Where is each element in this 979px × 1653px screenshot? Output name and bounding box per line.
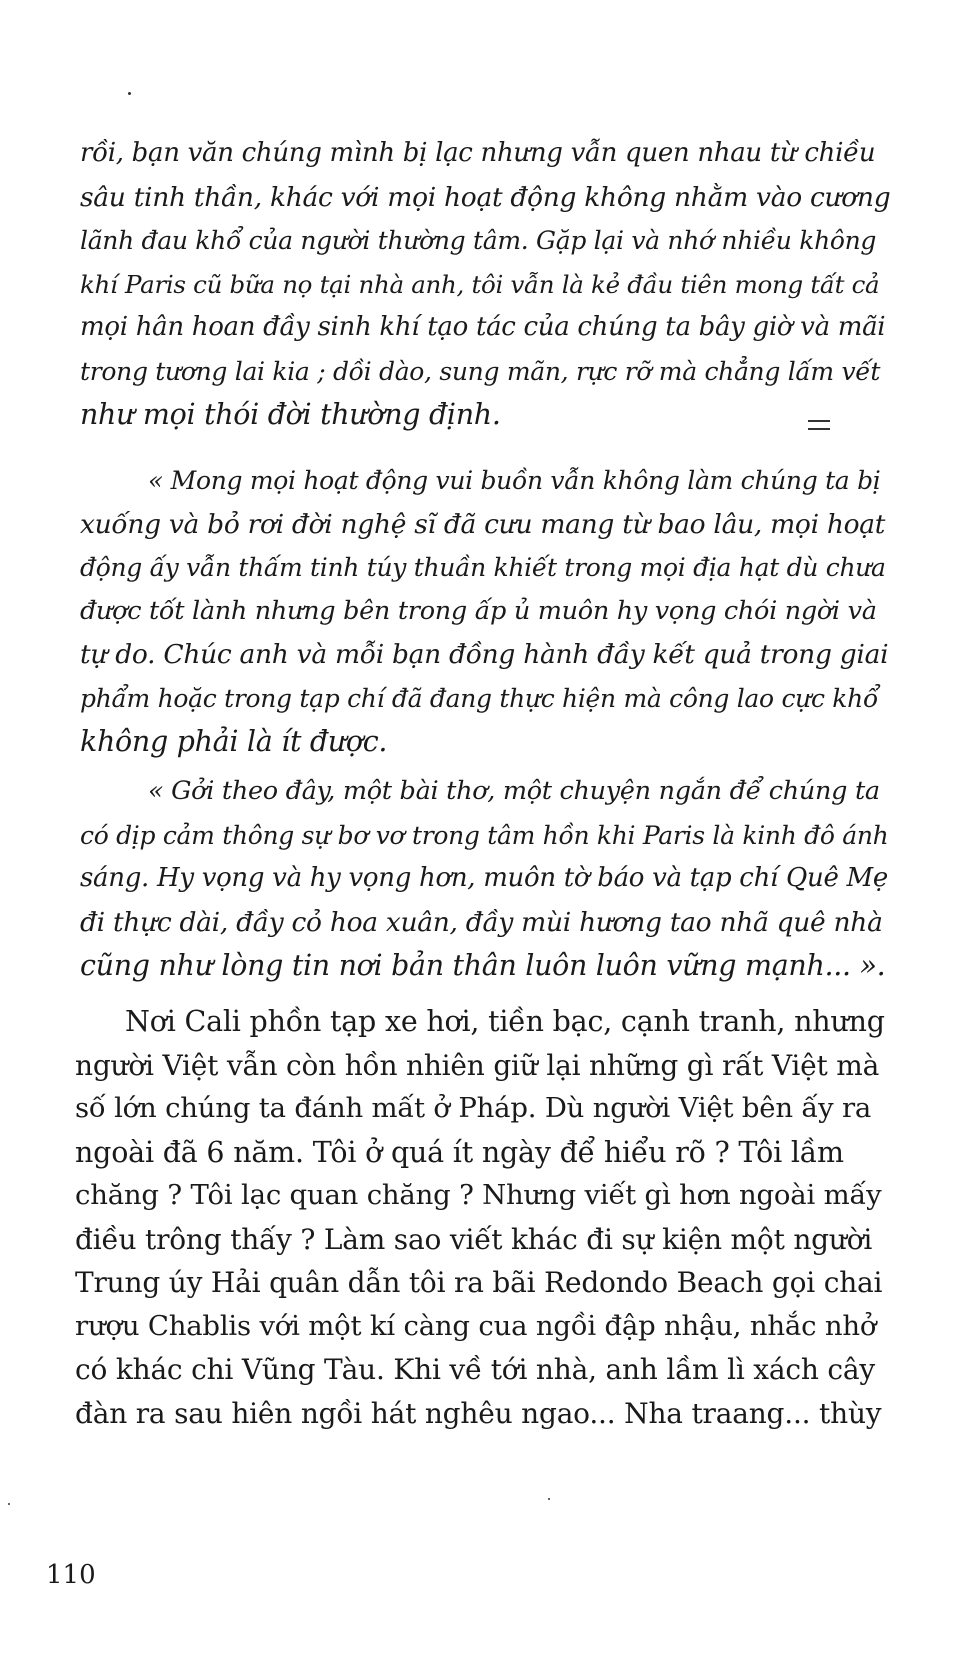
text-line: mọi hân hoan đầy sinh khí tạo tác của chúng ta bây giờ và mãi [80, 312, 886, 342]
print-speck [548, 1498, 550, 1500]
text-line: như mọi thói đời thường định. [80, 398, 501, 431]
text-line: chăng ? Tôi lạc quan chăng ? Nhưng viết gì hơn ngoài mấy [75, 1179, 882, 1211]
text-line: không phải là ít được. [80, 725, 388, 758]
text-line: xuống và bỏ rơi đời nghệ sĩ đã cưu mang từ bao lâu, mọi hoạt [80, 508, 886, 540]
text-line: rượu Chablis với một kí càng cua ngồi đập nhậu, nhắc nhở [75, 1309, 877, 1342]
text-line: « Gởi theo đây, một bài thơ, một chuyện ngắn để chúng ta [148, 776, 880, 806]
text-line: lãnh đau khổ của người thường tâm. Gặp lại và nhớ nhiều không [80, 226, 877, 255]
print-speck [8, 1503, 10, 1505]
text-line: đi thực dài, đầy cỏ hoa xuân, đầy mùi hương tao nhã quê nhà [80, 906, 883, 938]
text-line: có dịp cảm thông sự bơ vơ trong tâm hồn khi Paris là kinh đô ánh [80, 820, 889, 850]
text-line: sáng. Hy vọng và hy vọng hơn, muôn tờ báo và tạp chí Quê Mẹ [80, 863, 888, 893]
text-line: điều trông thấy ? Làm sao viết khác đi sự kiện một người [75, 1222, 873, 1256]
text-line: có khác chi Vũng Tàu. Khi về tới nhà, anh lầm lì xách cây [75, 1353, 875, 1386]
text-line: trong tương lai kia ; dồi dào, sung mãn, rực rỡ mà chẳng lấm vết [80, 356, 881, 386]
paragraph-4 [75, 1000, 885, 1435]
text-line: được tốt lành nhưng bên trong ấp ủ muôn hy vọng chói ngời và [80, 595, 877, 626]
text-line: sâu tinh thần, khác với mọi hoạt động không nhằm vào cương [80, 181, 891, 213]
text-line: « Mong mọi hoạt động vui buồn vẫn không làm chúng ta bị [148, 466, 881, 495]
paragraph-1 [80, 132, 890, 437]
paragraph-2 [80, 459, 890, 764]
text-line: phẩm hoặc trong tạp chí đã đang thực hiện mà công lao cực khổ [80, 683, 878, 713]
text-line: rồi, bạn văn chúng mình bị lạc nhưng vẫn quen nhau từ chiều [80, 138, 876, 168]
text-line: người Việt vẫn còn hồn nhiên giữ lại những gì rất Việt mà [75, 1048, 880, 1082]
text-line: khí Paris cũ bữa nọ tại nhà anh, tôi vẫn là kẻ đầu tiên mong tất cả [80, 269, 880, 299]
print-speck [128, 92, 131, 95]
text-line: Nơi Cali phồn tạp xe hơi, tiền bạc, cạnh tranh, nhưng [125, 1005, 885, 1038]
text-line: cũng như lòng tin nơi bản thân luôn luôn vững mạnh... ». [80, 949, 886, 982]
text-line: số lớn chúng ta đánh mất ở Pháp. Dù người Việt bên ấy ra [75, 1092, 872, 1124]
text-line: Trung úy Hải quân dẫn tôi ra bãi Redondo Beach gọi chai [75, 1266, 883, 1299]
text-line: ngoài đã 6 năm. Tôi ở quá ít ngày để hiểu rõ ? Tôi lầm [75, 1135, 844, 1169]
text-line: đàn ra sau hiên ngồi hát nghêu ngao... Nha traang... thùy [75, 1396, 882, 1430]
text-line: tự do. Chúc anh và mỗi bạn đồng hành đầy kết quả trong giai [80, 639, 889, 670]
page-number: 110 [46, 1560, 96, 1590]
text-line: động ấy vẫn thấm tinh túy thuần khiết trong mọi địa hạt dù chưa [80, 553, 886, 582]
margin-mark [808, 420, 830, 430]
paragraph-3 [80, 770, 890, 988]
